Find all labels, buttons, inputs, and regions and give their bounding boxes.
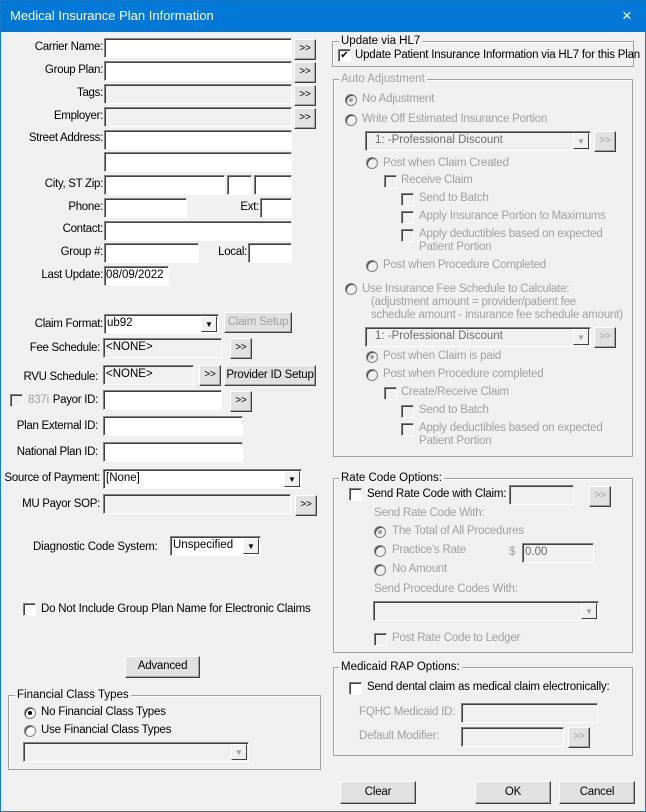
practice-rate-label: Practice's Rate [392, 544, 466, 556]
write-off-label: Write Off Estimated Insurance Portion [362, 113, 548, 125]
chevron-down-icon[interactable]: ▼ [284, 471, 300, 487]
send-to-batch-2-label: Send to Batch [419, 404, 489, 416]
mu-payor-sop-input [103, 494, 291, 514]
fee-schedule-input: <NONE> [103, 338, 222, 358]
carrier-name-input[interactable] [104, 38, 292, 58]
chevron-down-icon[interactable]: ▼ [201, 316, 217, 332]
local-input[interactable] [248, 243, 292, 263]
chevron-down-icon: ▼ [231, 744, 247, 760]
receive-claim-label: Receive Claim [401, 174, 473, 186]
send-to-batch-checkbox [401, 193, 414, 206]
write-off-value: 1: -Professional Discount [375, 134, 503, 146]
city-input[interactable] [104, 175, 225, 195]
diagnostic-code-system-select[interactable] [170, 536, 261, 556]
street-address-label: Street Address: [28, 132, 103, 144]
group-plan-label: Group Plan: [44, 64, 103, 76]
send-dental-label: Send dental claim as medical claim electronically: [367, 681, 610, 693]
medicaid-rap-title: Medicaid RAP Options: [341, 661, 460, 673]
use-fee-schedule-radio [345, 283, 357, 295]
rvu-schedule-label: RVU Schedule: [23, 371, 98, 383]
send-rate-code-input [509, 485, 574, 505]
close-icon[interactable]: × [622, 6, 632, 25]
rvu-schedule-input: <NONE> [103, 365, 194, 385]
post-proc-completed-radio [366, 260, 378, 272]
no-amount-label: No Amount [392, 563, 448, 575]
state-input[interactable] [227, 175, 252, 195]
apply-deductibles-2-checkbox [401, 423, 414, 436]
auto-adjustment-title: Auto Adjustment [341, 73, 425, 85]
rate-code-title: Rate Code Options: [341, 472, 443, 484]
no-adjustment-label: No Adjustment [362, 93, 435, 105]
fee-schedule-more-button[interactable]: >> [230, 338, 252, 359]
post-proc-completed-2-label: Post when Procedure completed [383, 368, 544, 380]
currency-symbol: $ [509, 546, 516, 558]
local-label: Local: [218, 246, 247, 258]
ext-input[interactable] [260, 198, 292, 218]
phone-label: Phone: [68, 201, 103, 213]
mu-payor-sop-label: MU Payor SOP: [22, 498, 100, 510]
source-of-payment-value: [None] [106, 472, 140, 484]
no-financial-class-label: No Financial Class Types [41, 706, 166, 718]
send-to-batch-label: Send to Batch [419, 192, 489, 204]
post-claim-created-label: Post when Claim Created [383, 157, 509, 169]
tags-label: Tags: [77, 87, 103, 99]
do-not-include-group-checkbox[interactable] [23, 603, 36, 616]
source-of-payment-label: Source of Payment: [4, 472, 100, 484]
post-claim-created-radio [366, 157, 378, 169]
tags-input [104, 84, 292, 104]
send-proc-codes-with-label: Send Procedure Codes With: [374, 583, 518, 595]
national-plan-id-input[interactable] [103, 442, 243, 462]
contact-input[interactable] [104, 221, 292, 241]
apply-ins-max-label: Apply Insurance Portion to Maximums [419, 210, 606, 222]
payor-id-label: Payor ID: [52, 394, 98, 406]
carrier-name-label: Carrier Name: [34, 41, 103, 53]
cancel-button[interactable]: Cancel [559, 781, 635, 804]
national-plan-id-label: National Plan ID: [16, 446, 98, 458]
practice-rate-input: 0.00 [522, 543, 594, 563]
source-of-payment-select[interactable] [103, 469, 302, 489]
diagnostic-code-system-value: Unspecified [173, 539, 234, 551]
street-address-line2-input[interactable] [104, 152, 292, 172]
do-not-include-group-label: Do Not Include Group Plan Name for Electronic Claims [41, 603, 311, 615]
apply-deductibles-checkbox [401, 229, 414, 242]
financial-class-title: Financial Class Types [17, 689, 129, 701]
send-rate-code-more-button: >> [589, 486, 611, 507]
receive-claim-checkbox [384, 175, 397, 188]
post-proc-completed-2-radio [366, 369, 378, 381]
apply-deductibles-2-label-2: Patient Portion [419, 435, 492, 447]
use-financial-class-label: Use Financial Class Types [41, 724, 172, 736]
ok-button[interactable]: OK [475, 781, 551, 804]
contact-label: Contact: [62, 223, 103, 235]
send-to-batch-2-checkbox [401, 405, 414, 418]
write-off-more-button: >> [594, 131, 616, 152]
carrier-name-more-button[interactable]: >> [294, 39, 316, 60]
employer-more-button[interactable]: >> [294, 108, 316, 129]
employer-label: Employer: [53, 110, 103, 122]
hl7-update-label: Update Patient Insurance Information via HL7 for this Plan [355, 49, 641, 61]
create-receive-claim-checkbox [384, 387, 397, 400]
employer-input [104, 107, 292, 127]
post-claim-paid-radio [366, 351, 378, 363]
send-rate-code-with-label: Send Rate Code With: [374, 507, 485, 519]
zip-input[interactable] [254, 175, 292, 195]
send-rate-code-checkbox[interactable] [349, 488, 362, 501]
ext-label: Ext: [240, 201, 259, 213]
use-fee-schedule-label: Use Insurance Fee Schedule to Calculate: [362, 283, 570, 295]
837i-label: 837i [28, 394, 49, 406]
hl7-title: Update via HL7 [341, 35, 421, 47]
financial-class-select [23, 742, 249, 762]
chevron-down-icon: ▼ [573, 133, 589, 149]
chevron-down-icon[interactable]: ▼ [243, 538, 259, 554]
fqhc-medicaid-id-label: FQHC Medicaid ID: [359, 706, 456, 718]
city-st-zip-label: City, ST Zip: [44, 178, 103, 190]
fee-note-2: schedule amount - insurance fee schedule amount) [371, 309, 623, 321]
plan-external-id-label: Plan External ID: [16, 420, 98, 432]
payor-id-more-button[interactable]: >> [230, 391, 252, 412]
write-off-select [365, 131, 591, 151]
total-all-procedures-label: The Total of All Procedures [392, 525, 524, 537]
no-financial-class-radio[interactable] [24, 707, 36, 719]
fee-schedule-adjustment-select [365, 327, 591, 347]
no-amount-radio [374, 564, 386, 576]
hl7-update-checkbox[interactable]: ✔ [338, 49, 351, 62]
payor-id-input[interactable] [103, 390, 222, 410]
window-title: Medical Insurance Plan Information [10, 8, 214, 23]
write-off-radio [345, 114, 357, 126]
diagnostic-code-system-label: Diagnostic Code System: [33, 541, 158, 553]
mu-payor-sop-more-button[interactable]: >> [295, 495, 317, 516]
claim-format-label: Claim Format: [34, 318, 103, 330]
last-update-label: Last Update: [41, 269, 103, 281]
group-plan-more-button[interactable]: >> [294, 62, 316, 83]
rvu-schedule-more-button[interactable]: >> [199, 365, 221, 386]
default-modifier-more-button: >> [568, 727, 590, 748]
title-bar [1, 1, 646, 32]
post-rate-code-ledger-label: Post Rate Code to Ledger [392, 632, 521, 644]
group-number-input[interactable] [104, 243, 199, 263]
fee-schedule-label: Fee Schedule: [29, 342, 100, 354]
phone-input[interactable] [104, 198, 187, 218]
apply-ins-max-checkbox [401, 211, 414, 224]
total-all-procedures-radio [374, 526, 386, 538]
advanced-button[interactable]: Advanced [125, 656, 200, 678]
street-address-line1-input[interactable] [104, 130, 292, 150]
practice-rate-radio [374, 545, 386, 557]
plan-external-id-input[interactable] [103, 416, 243, 436]
provider-id-setup-button[interactable]: Provider ID Setup [224, 365, 316, 386]
last-update-input[interactable]: 08/09/2022 [104, 266, 169, 286]
default-modifier-input [461, 727, 564, 747]
tags-more-button[interactable]: >> [294, 85, 316, 106]
apply-deductibles-label-2: Patient Portion [419, 241, 492, 253]
create-receive-claim-label: Create/Receive Claim [401, 386, 509, 398]
post-proc-completed-label: Post when Procedure Completed [383, 259, 546, 271]
claim-format-value: ub92 [107, 317, 133, 329]
chevron-down-icon: ▼ [573, 329, 589, 345]
no-adjustment-radio [345, 94, 357, 106]
send-dental-checkbox[interactable] [349, 682, 362, 695]
default-modifier-label: Default Modifier: [359, 730, 440, 742]
fee-schedule-adjustment-value: 1: -Professional Discount [375, 330, 503, 342]
apply-deductibles-2-label: Apply deductibles based on expected [419, 422, 603, 434]
clear-button[interactable]: Clear [340, 781, 416, 804]
group-plan-input[interactable] [104, 61, 292, 81]
use-financial-class-radio[interactable] [24, 725, 36, 737]
post-claim-paid-label: Post when Claim is paid [383, 350, 502, 362]
fee-schedule-adjustment-more-button: >> [594, 327, 616, 348]
fqhc-medicaid-id-input [461, 703, 598, 723]
claim-format-select[interactable] [104, 314, 219, 334]
claim-setup-button: Claim Setup [224, 312, 292, 333]
send-proc-codes-select [373, 601, 599, 621]
group-number-label: Group #: [60, 246, 103, 258]
chevron-down-icon: ▼ [581, 603, 597, 619]
post-rate-code-ledger-checkbox [374, 633, 387, 646]
fee-note-1: (adjustment amount = provider/patient fee [371, 296, 576, 308]
send-rate-code-label: Send Rate Code with Claim: [367, 488, 507, 500]
apply-deductibles-label: Apply deductibles based on expected [419, 228, 603, 240]
837i-checkbox [10, 394, 23, 407]
